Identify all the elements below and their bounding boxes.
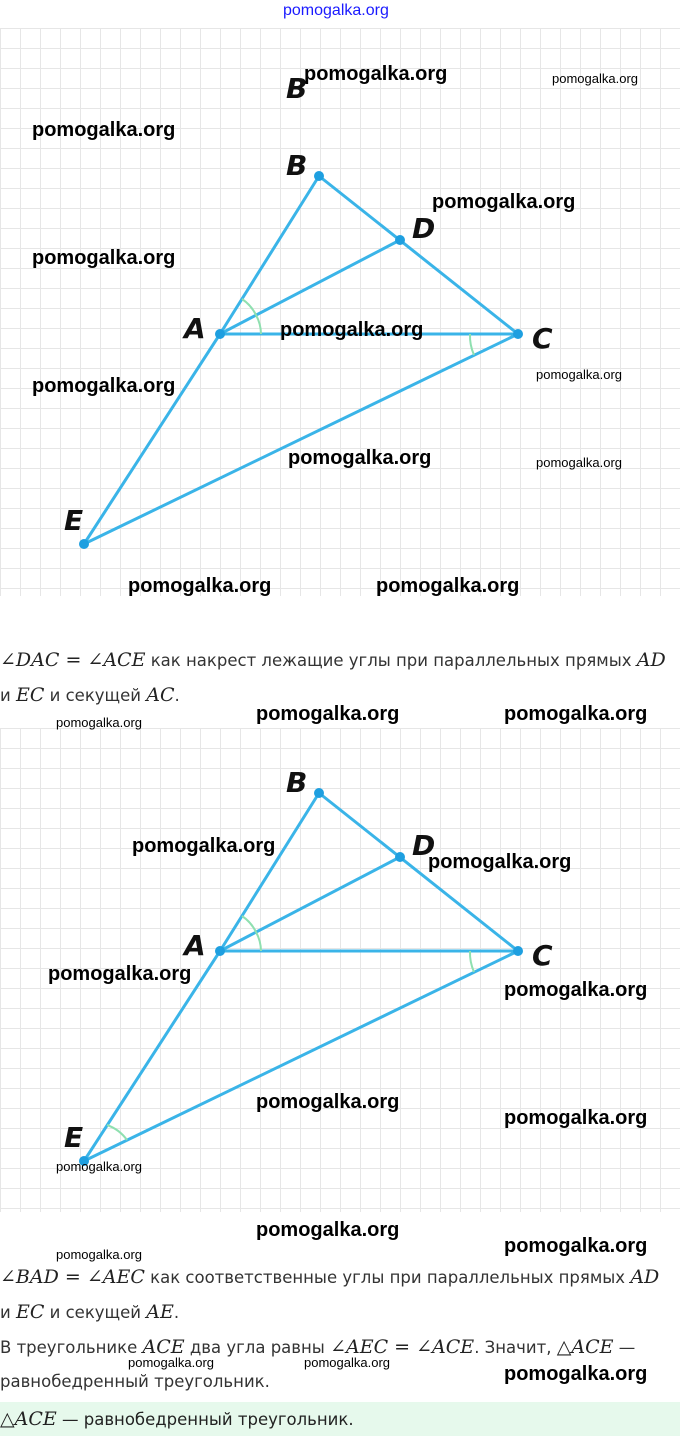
paragraph-2 [0, 1260, 672, 1330]
text: два угла равны [184, 1338, 331, 1357]
watermark: pomogalka.org [504, 1363, 648, 1385]
text: как соответственные углы при параллельных прямых [144, 1268, 631, 1287]
answer-text: — равнобедренный треугольник. [56, 1410, 354, 1429]
math-EC: EC [15, 684, 45, 706]
text: . [174, 686, 180, 705]
stray-label-B: B [286, 72, 308, 105]
watermark: pomogalka.org [128, 1355, 214, 1370]
math-AD: AD [630, 1266, 660, 1288]
triangle-figure-2 [0, 700, 680, 1220]
label-C: C [532, 939, 553, 972]
segment-AD [220, 857, 400, 951]
text: . [173, 1303, 180, 1322]
watermark: pomogalka.org [536, 455, 622, 470]
text: и [0, 686, 16, 705]
watermark: pomogalka.org [552, 71, 638, 86]
label-A: A [184, 929, 206, 962]
label-B: B [286, 149, 308, 182]
watermark: pomogalka.org [504, 979, 648, 1001]
angle-arc-ACE [470, 334, 474, 355]
math-EC: EC [15, 1301, 45, 1323]
math-triangle-ACE: △ACE [556, 1336, 614, 1358]
watermark: pomogalka.org [256, 1091, 400, 1113]
watermark: pomogalka.org [536, 367, 622, 382]
watermark: pomogalka.org [504, 703, 648, 725]
text: В треугольнике [0, 1338, 143, 1357]
watermark: pomogalka.org [128, 575, 272, 597]
watermark: pomogalka.org [504, 1235, 648, 1257]
label-E: E [64, 504, 84, 537]
text: равнобедренный треугольник. [0, 1372, 270, 1391]
math-AE: AE [146, 1301, 174, 1323]
angle-arc-BAD [242, 916, 256, 932]
angle-arc-AEC [107, 1125, 127, 1140]
watermark: pomogalka.org [56, 1159, 142, 1174]
watermark: pomogalka.org [432, 191, 576, 213]
math-triangle-ACE: △ACE [0, 1408, 57, 1430]
point-E [79, 539, 89, 549]
watermark: pomogalka.org [32, 119, 176, 141]
label-B: B [286, 766, 308, 799]
math-ACE: ACE [142, 1336, 185, 1358]
text: и секущей [44, 686, 147, 705]
watermark: pomogalka.org [504, 1107, 648, 1129]
watermark: pomogalka.org [376, 575, 520, 597]
watermark: pomogalka.org [48, 963, 192, 985]
point-A [215, 329, 225, 339]
text: — [613, 1338, 636, 1357]
watermark: pomogalka.org [304, 63, 448, 85]
text: как накрест лежащие углы при параллельных прямых [145, 651, 637, 670]
watermark: pomogalka.org [132, 835, 276, 857]
watermark: pomogalka.org [256, 703, 400, 725]
text: и [0, 1303, 16, 1322]
label-D: D [412, 212, 436, 245]
label-E: E [64, 1121, 84, 1154]
triangle-figure-1 [0, 0, 680, 600]
point-A [215, 946, 225, 956]
point-C [513, 946, 523, 956]
watermark: pomogalka.org [256, 1219, 400, 1241]
point-D [395, 235, 405, 245]
angle-arc-ACE [470, 951, 474, 972]
math-AC: AC [146, 684, 175, 706]
watermark: pomogalka.org [428, 851, 572, 873]
point-D [395, 852, 405, 862]
watermark: pomogalka.org [56, 715, 142, 730]
label-A: A [184, 312, 206, 345]
label-D: D [412, 829, 436, 862]
math-angle-equality: ∠AEC = ∠ACE [330, 1336, 475, 1358]
math-AD: AD [636, 649, 666, 671]
watermark: pomogalka.org [32, 247, 176, 269]
angle-arc-DAC [256, 932, 261, 951]
point-B [314, 788, 324, 798]
segment-AB [220, 793, 319, 951]
text: и секущей [44, 1303, 147, 1322]
label-C: C [532, 322, 553, 355]
watermark: pomogalka.org [304, 1355, 390, 1370]
math-angle-equality: ∠DAC = ∠ACE [0, 649, 146, 671]
math-angle-equality: ∠BAD = ∠AEC [0, 1266, 145, 1288]
segment-AB [220, 176, 319, 334]
watermark: pomogalka.org [56, 1247, 142, 1262]
watermark-top: pomogalka.org [283, 2, 389, 19]
watermark: pomogalka.org [280, 319, 424, 341]
answer-box [0, 1402, 680, 1436]
watermark: pomogalka.org [32, 375, 176, 397]
watermark: pomogalka.org [288, 447, 432, 469]
point-B [314, 171, 324, 181]
point-C [513, 329, 523, 339]
segment-EC [84, 334, 518, 544]
angle-arc-DAC [256, 315, 261, 334]
text: . Значит, [474, 1338, 557, 1357]
angle-arc-BAD [242, 299, 256, 315]
